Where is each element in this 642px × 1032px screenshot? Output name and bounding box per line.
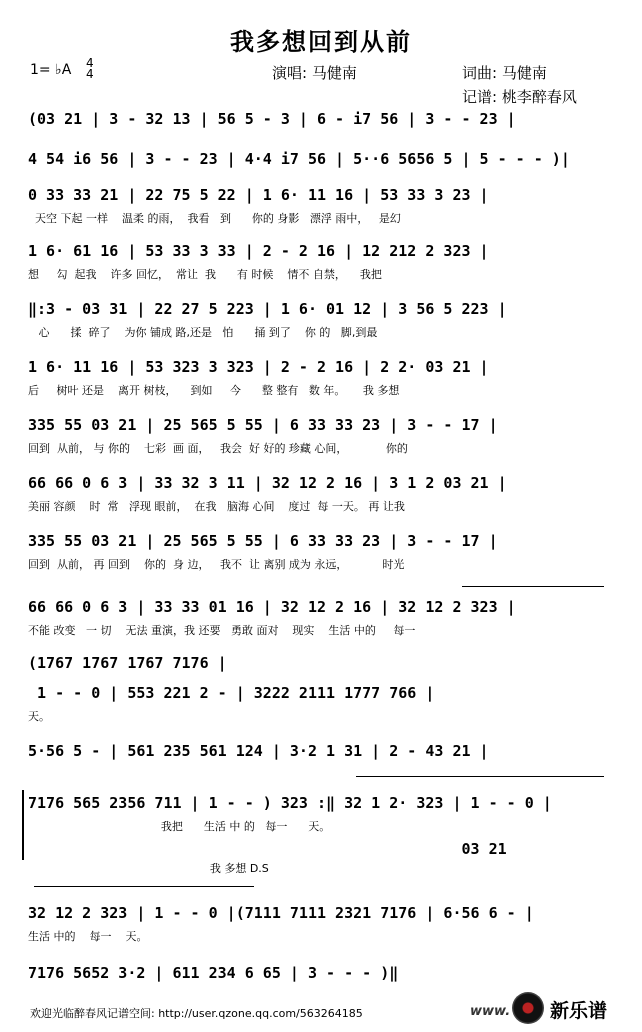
score-row-8-lyrics: 美丽 容颜 时 常 浮现 眼前， 在我 脑海 心间 度过 每 一天。 再 让我 (28, 500, 405, 513)
score-row-7-lyrics: 回到 从前， 与 你的 七彩 画 面， 我会 好 好的 珍藏 心间， 你的 (28, 442, 408, 455)
score-row-17-notes: 7176 5652 3·2 | 611 234 6 65 | 3 - - - )‖ (28, 964, 399, 982)
score-row-5-notes: ‖:3 - 03 31 | 22 27 5 223 | 1 6· 01 12 | 3 56 5 223 | (28, 300, 507, 318)
site-logo[interactable] (512, 990, 636, 1026)
score-row-16-lyrics: 生活 中的 每一 天。 (28, 930, 148, 943)
score-row-14-notes: 7176 565 2356 711 | 1 - - ) 323 :‖ 32 1 2· 323 | 1 - - 0 | (28, 794, 552, 812)
score-row-3-notes: 0 33 33 21 | 22 75 5 22 | 1 6· 11 16 | 53 33 3 23 | (28, 186, 489, 204)
score-row-9-lyrics: 回到 从前， 再 回到 你的 身 边， 我不 让 离别 成为 永远， 时光 (28, 558, 405, 571)
score-row-6-notes: 1 6· 11 16 | 53 323 3 323 | 2 - 2 16 | 2 2· 03 21 | (28, 358, 489, 376)
volta-1-bracket (462, 586, 604, 587)
left-brace-line (22, 790, 24, 860)
score-row-15-lyrics: 我 多想 D.S (28, 862, 269, 875)
time-signature-top: 4 (86, 56, 94, 70)
lyricist-credit: 词曲: 马健南 (462, 64, 547, 82)
vinyl-record-icon (512, 992, 544, 1024)
score-row-7-notes: 335 55 03 21 | 25 565 5 55 | 6 33 33 23 | 3 - - 17 | (28, 416, 498, 434)
time-signature (86, 58, 94, 80)
score-row-6-lyrics: 后 树叶 还是 离开 树枝， 到如 今 整 整有 数 年。 我 多想 (28, 384, 400, 397)
score-row-14-lyrics: 我把 生活 中 的 每一 天。 (28, 820, 331, 833)
score-row-10-lyrics: 不能 改变 一 切 无法 重演，我 还要 勇敢 面对 现实 生活 中的 每一 (28, 624, 416, 637)
score-row-4-lyrics: 想 勾 起我 许多 回忆， 常让 我 有 时候 情不 自禁， 我把 (28, 268, 382, 281)
time-signature-bottom: 4 (86, 67, 94, 81)
transcriber-credit: 记谱: 桃李醉春风 (462, 88, 577, 106)
score-row-16-notes: 32 12 2 323 | 1 - - 0 |(7111 7111 2321 7176 | 6·56 6 - | (28, 904, 534, 922)
key-signature: 1= ♭A (30, 62, 72, 78)
score-row-2-notes: 4 54 i6 56 | 3 - - 23 | 4·4 i7 56 | 5··6 5656 5 | 5 - - - )| (28, 150, 570, 168)
score-row-9-notes: 335 55 03 21 | 25 565 5 55 | 6 33 33 23 | 3 - - 17 | (28, 532, 498, 550)
score-row-12-notes: 1 - - 0 | 553 221 2 - | 3222 2111 1777 766 | (28, 684, 435, 702)
score-row-3-lyrics: 天空 下起 一样 温柔 的雨， 我看 到 你的 身影 漂浮 雨中， 是幻 (28, 212, 401, 225)
score-row-10-notes: 66 66 0 6 3 | 33 33 01 16 | 32 12 2 16 | 32 12 2 323 | (28, 598, 516, 616)
score-row-13-notes: 5·56 5 - | 561 235 561 124 | 3·2 1 31 | 2 - 43 21 | (28, 742, 489, 760)
score-row-11-notes: (1767 1767 1767 7176 | (28, 654, 227, 672)
footer-dots: www. (470, 1004, 511, 1019)
score-row-4-notes: 1 6· 61 16 | 53 33 3 33 | 2 - 2 16 | 12 212 2 323 | (28, 242, 489, 260)
footer-text: 欢迎光临醉春风记谱空间: http://user.qzone.qq.com/563264185 (30, 1007, 363, 1020)
song-title: 我多想回到从前 (230, 27, 412, 56)
score-row-12-lyrics: 天。 (28, 710, 50, 723)
score-row-8-notes: 66 66 0 6 3 | 33 32 3 11 | 32 12 2 16 | 3 1 2 03 21 | (28, 474, 507, 492)
score-row-5-lyrics: 心 揉 碎了 为你 铺成 路,还是 怕 捅 到了 你 的 脚,到最 (28, 326, 378, 339)
site-logo-text: 新乐谱 (550, 1000, 608, 1022)
volta-3-bracket (34, 886, 254, 887)
singer-credit: 演唱: 马健南 (272, 64, 357, 82)
score-row-1-notes: (03 21 | 3 - 32 13 | 56 5 - 3 | 6 - i7 56 | 3 - - 23 | (28, 110, 516, 128)
volta-2-bracket (356, 776, 604, 777)
score-row-15-notes: 03 21 (28, 840, 507, 858)
